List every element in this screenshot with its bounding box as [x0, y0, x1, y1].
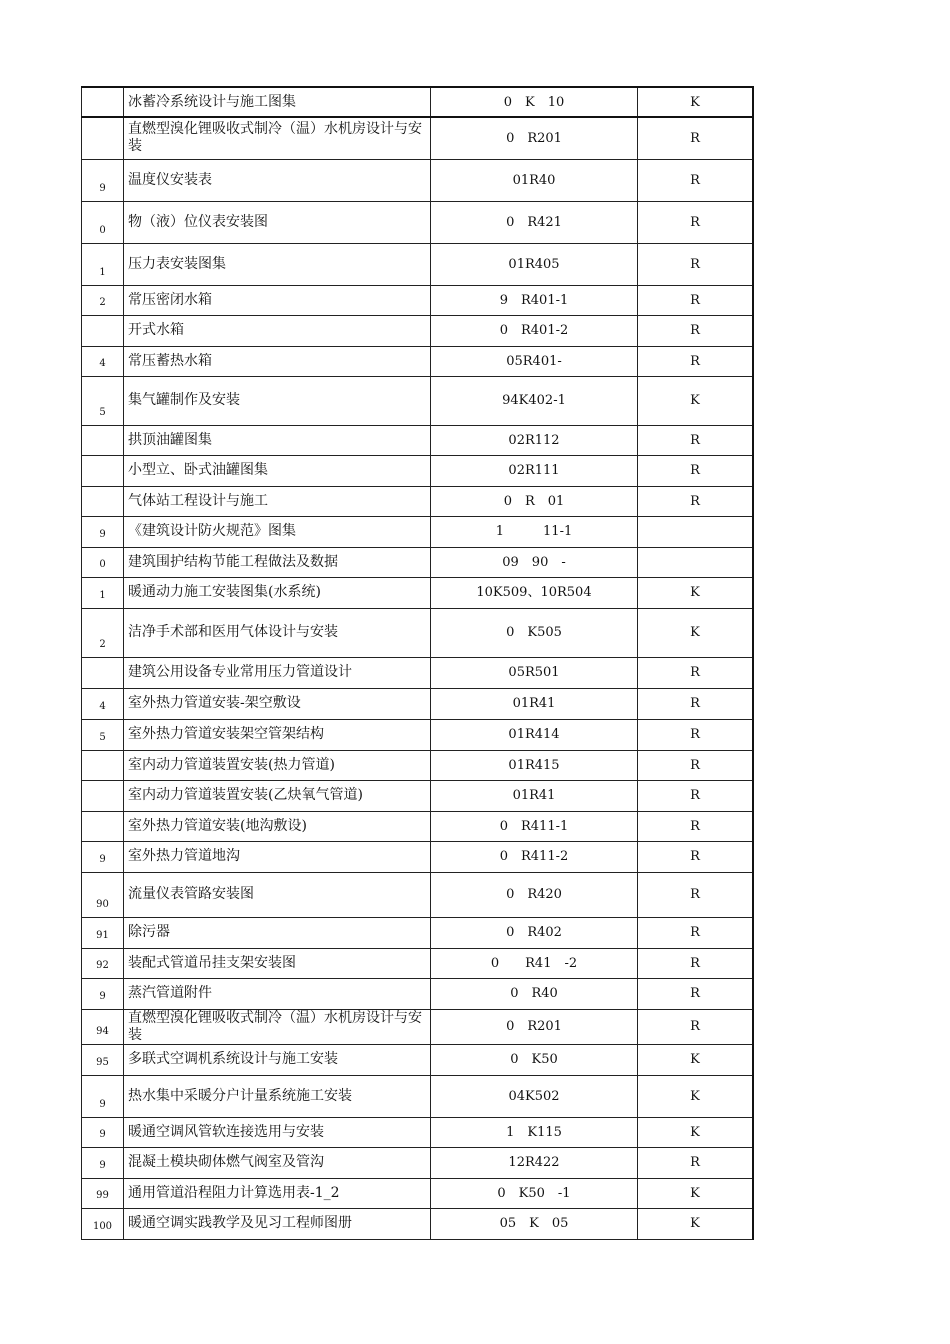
standard-name: 装配式管道吊挂支架安装图 [124, 948, 431, 978]
standard-name: 直燃型溴化锂吸收式制冷（温）水机房设计与安装 [124, 117, 431, 159]
standard-name: 洁净手术部和医用气体设计与安装 [124, 608, 431, 657]
standard-code: 01R414 [431, 719, 638, 750]
standard-name: 直燃型溴化锂吸收式制冷（温）水机房设计与安装 [124, 1009, 431, 1044]
standard-name: 多联式空调机系统设计与施工安装 [124, 1044, 431, 1075]
standard-code: 0 R420 [431, 872, 638, 917]
table-row [82, 243, 754, 285]
standard-name: 室外热力管道安装-架空敷设 [124, 688, 431, 719]
row-number: 5 [82, 376, 124, 425]
standard-name: 蒸汽管道附件 [124, 978, 431, 1009]
standard-name: 物（液）位仪表安装图 [124, 201, 431, 243]
standard-code: 01R41 [431, 688, 638, 719]
row-number: 99 [82, 1178, 124, 1208]
table-row [82, 719, 754, 750]
table-row [82, 547, 754, 577]
standard-category: R [638, 872, 754, 917]
table-row [82, 811, 754, 841]
row-number: 0 [82, 547, 124, 577]
row-number: 95 [82, 1044, 124, 1075]
standard-category: K [638, 608, 754, 657]
standard-category: R [638, 811, 754, 841]
table-row [82, 285, 754, 315]
row-number [82, 117, 124, 159]
standard-category: K [638, 1208, 754, 1239]
standard-name: 室内动力管道装置安装(乙炔氧气管道) [124, 780, 431, 811]
standard-category: R [638, 719, 754, 750]
standard-category: R [638, 688, 754, 719]
standard-category: R [638, 917, 754, 948]
row-number: 9 [82, 1147, 124, 1178]
standard-category: R [638, 243, 754, 285]
standard-name: 通用管道沿程阻力计算选用表-1_2 [124, 1178, 431, 1208]
standard-category: K [638, 376, 754, 425]
table-body [82, 87, 754, 1239]
table-row [82, 87, 754, 117]
row-number: 1 [82, 243, 124, 285]
standard-name: 建筑公用设备专业常用压力管道设计 [124, 657, 431, 688]
row-number [82, 455, 124, 486]
table-row [82, 872, 754, 917]
table-row [82, 688, 754, 719]
row-number: 100 [82, 1208, 124, 1239]
standard-code: 0 R 01 [431, 486, 638, 516]
standard-code: 0 R201 [431, 1009, 638, 1044]
row-number: 9 [82, 978, 124, 1009]
table-row [82, 917, 754, 948]
standard-category: K [638, 1044, 754, 1075]
standard-name: 建筑围护结构节能工程做法及数据 [124, 547, 431, 577]
table-row [82, 376, 754, 425]
row-number: 9 [82, 1075, 124, 1117]
row-number [82, 87, 124, 117]
standard-category: R [638, 978, 754, 1009]
row-number: 4 [82, 688, 124, 719]
standard-code: 1 K115 [431, 1117, 638, 1147]
standard-name: 集气罐制作及安装 [124, 376, 431, 425]
standard-name: 冰蓄冷系统设计与施工图集 [124, 87, 431, 117]
standard-code: 12R422 [431, 1147, 638, 1178]
table-row [82, 1147, 754, 1178]
standard-category: R [638, 346, 754, 376]
standard-code: 01R405 [431, 243, 638, 285]
standard-code: 0 R411-2 [431, 841, 638, 872]
standard-category: K [638, 1117, 754, 1147]
table-row [82, 346, 754, 376]
table-row [82, 159, 754, 201]
standard-code: 01R40 [431, 159, 638, 201]
standard-code: 94K402-1 [431, 376, 638, 425]
table-row [82, 608, 754, 657]
standard-code: 0 R201 [431, 117, 638, 159]
row-number: 90 [82, 872, 124, 917]
row-number: 2 [82, 285, 124, 315]
table-row [82, 425, 754, 455]
row-number [82, 486, 124, 516]
standard-category: R [638, 780, 754, 811]
standard-name: 压力表安装图集 [124, 243, 431, 285]
standard-category: K [638, 87, 754, 117]
standard-category: R [638, 750, 754, 780]
table-row [82, 1009, 754, 1044]
table-row [82, 516, 754, 547]
standard-name: 室内动力管道装置安装(热力管道) [124, 750, 431, 780]
standard-category: R [638, 657, 754, 688]
standard-category: R [638, 841, 754, 872]
standard-code: 01R41 [431, 780, 638, 811]
standard-code: 05R501 [431, 657, 638, 688]
row-number: 2 [82, 608, 124, 657]
standard-code: 02R112 [431, 425, 638, 455]
row-number: 92 [82, 948, 124, 978]
standard-code: 9 R401-1 [431, 285, 638, 315]
row-number: 4 [82, 346, 124, 376]
standard-name: 温度仪安装表 [124, 159, 431, 201]
standard-category [638, 547, 754, 577]
standard-code: 05 K 05 [431, 1208, 638, 1239]
table-row [82, 1208, 754, 1239]
standard-code: 0 R401-2 [431, 315, 638, 346]
row-number: 1 [82, 577, 124, 608]
standard-name: 室外热力管道安装(地沟敷设) [124, 811, 431, 841]
standard-name: 《建筑设计防火规范》图集 [124, 516, 431, 547]
standard-name: 混凝土模块砌体燃气阀室及管沟 [124, 1147, 431, 1178]
standard-category [638, 516, 754, 547]
row-number: 5 [82, 719, 124, 750]
table-row [82, 1117, 754, 1147]
standard-name: 室外热力管道安装架空管架结构 [124, 719, 431, 750]
standard-name: 开式水箱 [124, 315, 431, 346]
table-row [82, 750, 754, 780]
standard-code: 02R111 [431, 455, 638, 486]
table-row [82, 201, 754, 243]
standard-code: 0 K505 [431, 608, 638, 657]
standard-code: 0 R40 [431, 978, 638, 1009]
standard-name: 暖通空调风管软连接选用与安装 [124, 1117, 431, 1147]
table-row [82, 978, 754, 1009]
standard-code: 04K502 [431, 1075, 638, 1117]
standard-code: 1 11-1 [431, 516, 638, 547]
table-row [82, 117, 754, 159]
row-number: 94 [82, 1009, 124, 1044]
row-number: 0 [82, 201, 124, 243]
standard-code: 0 K 10 [431, 87, 638, 117]
standard-category: R [638, 948, 754, 978]
standard-code: 10K509、10R504 [431, 577, 638, 608]
standard-name: 暖通空调实践教学及见习工程师图册 [124, 1208, 431, 1239]
standard-name: 室外热力管道地沟 [124, 841, 431, 872]
row-number: 9 [82, 1117, 124, 1147]
standard-category: K [638, 577, 754, 608]
standard-code: 0 K50 -1 [431, 1178, 638, 1208]
standard-name: 拱顶油罐图集 [124, 425, 431, 455]
row-number [82, 750, 124, 780]
table-row [82, 948, 754, 978]
standards-table [81, 86, 754, 1240]
row-number: 9 [82, 841, 124, 872]
standard-code: 01R415 [431, 750, 638, 780]
row-number [82, 780, 124, 811]
row-number [82, 657, 124, 688]
standard-name: 暖通动力施工安装图集(水系统) [124, 577, 431, 608]
table-row [82, 577, 754, 608]
standard-name: 气体站工程设计与施工 [124, 486, 431, 516]
standard-name: 小型立、卧式油罐图集 [124, 455, 431, 486]
standard-category: R [638, 1009, 754, 1044]
standard-code: 0 R411-1 [431, 811, 638, 841]
table-row [82, 841, 754, 872]
standard-code: 09 90 - [431, 547, 638, 577]
row-number: 91 [82, 917, 124, 948]
table-row [82, 315, 754, 346]
row-number [82, 811, 124, 841]
standard-code: 0 R402 [431, 917, 638, 948]
standard-category: R [638, 159, 754, 201]
standard-category: R [638, 315, 754, 346]
standard-category: R [638, 486, 754, 516]
standard-name: 除污器 [124, 917, 431, 948]
standard-name: 热水集中采暖分户计量系统施工安装 [124, 1075, 431, 1117]
row-number [82, 425, 124, 455]
table-row [82, 1044, 754, 1075]
standard-name: 流量仪表管路安装图 [124, 872, 431, 917]
standard-category: R [638, 1147, 754, 1178]
table-row [82, 1178, 754, 1208]
standard-category: R [638, 285, 754, 315]
table-row [82, 657, 754, 688]
row-number: 9 [82, 159, 124, 201]
standard-category: K [638, 1178, 754, 1208]
standard-category: R [638, 201, 754, 243]
standard-category: K [638, 1075, 754, 1117]
standard-code: 05R401- [431, 346, 638, 376]
table-row [82, 1075, 754, 1117]
standard-code: 0 R421 [431, 201, 638, 243]
standard-code: 0 R41 -2 [431, 948, 638, 978]
row-number [82, 315, 124, 346]
standard-category: R [638, 425, 754, 455]
table-row [82, 486, 754, 516]
standard-code: 0 K50 [431, 1044, 638, 1075]
standard-name: 常压蓄热水箱 [124, 346, 431, 376]
table-row [82, 780, 754, 811]
standard-category: R [638, 117, 754, 159]
standard-category: R [638, 455, 754, 486]
table-row [82, 455, 754, 486]
standard-name: 常压密闭水箱 [124, 285, 431, 315]
row-number: 9 [82, 516, 124, 547]
